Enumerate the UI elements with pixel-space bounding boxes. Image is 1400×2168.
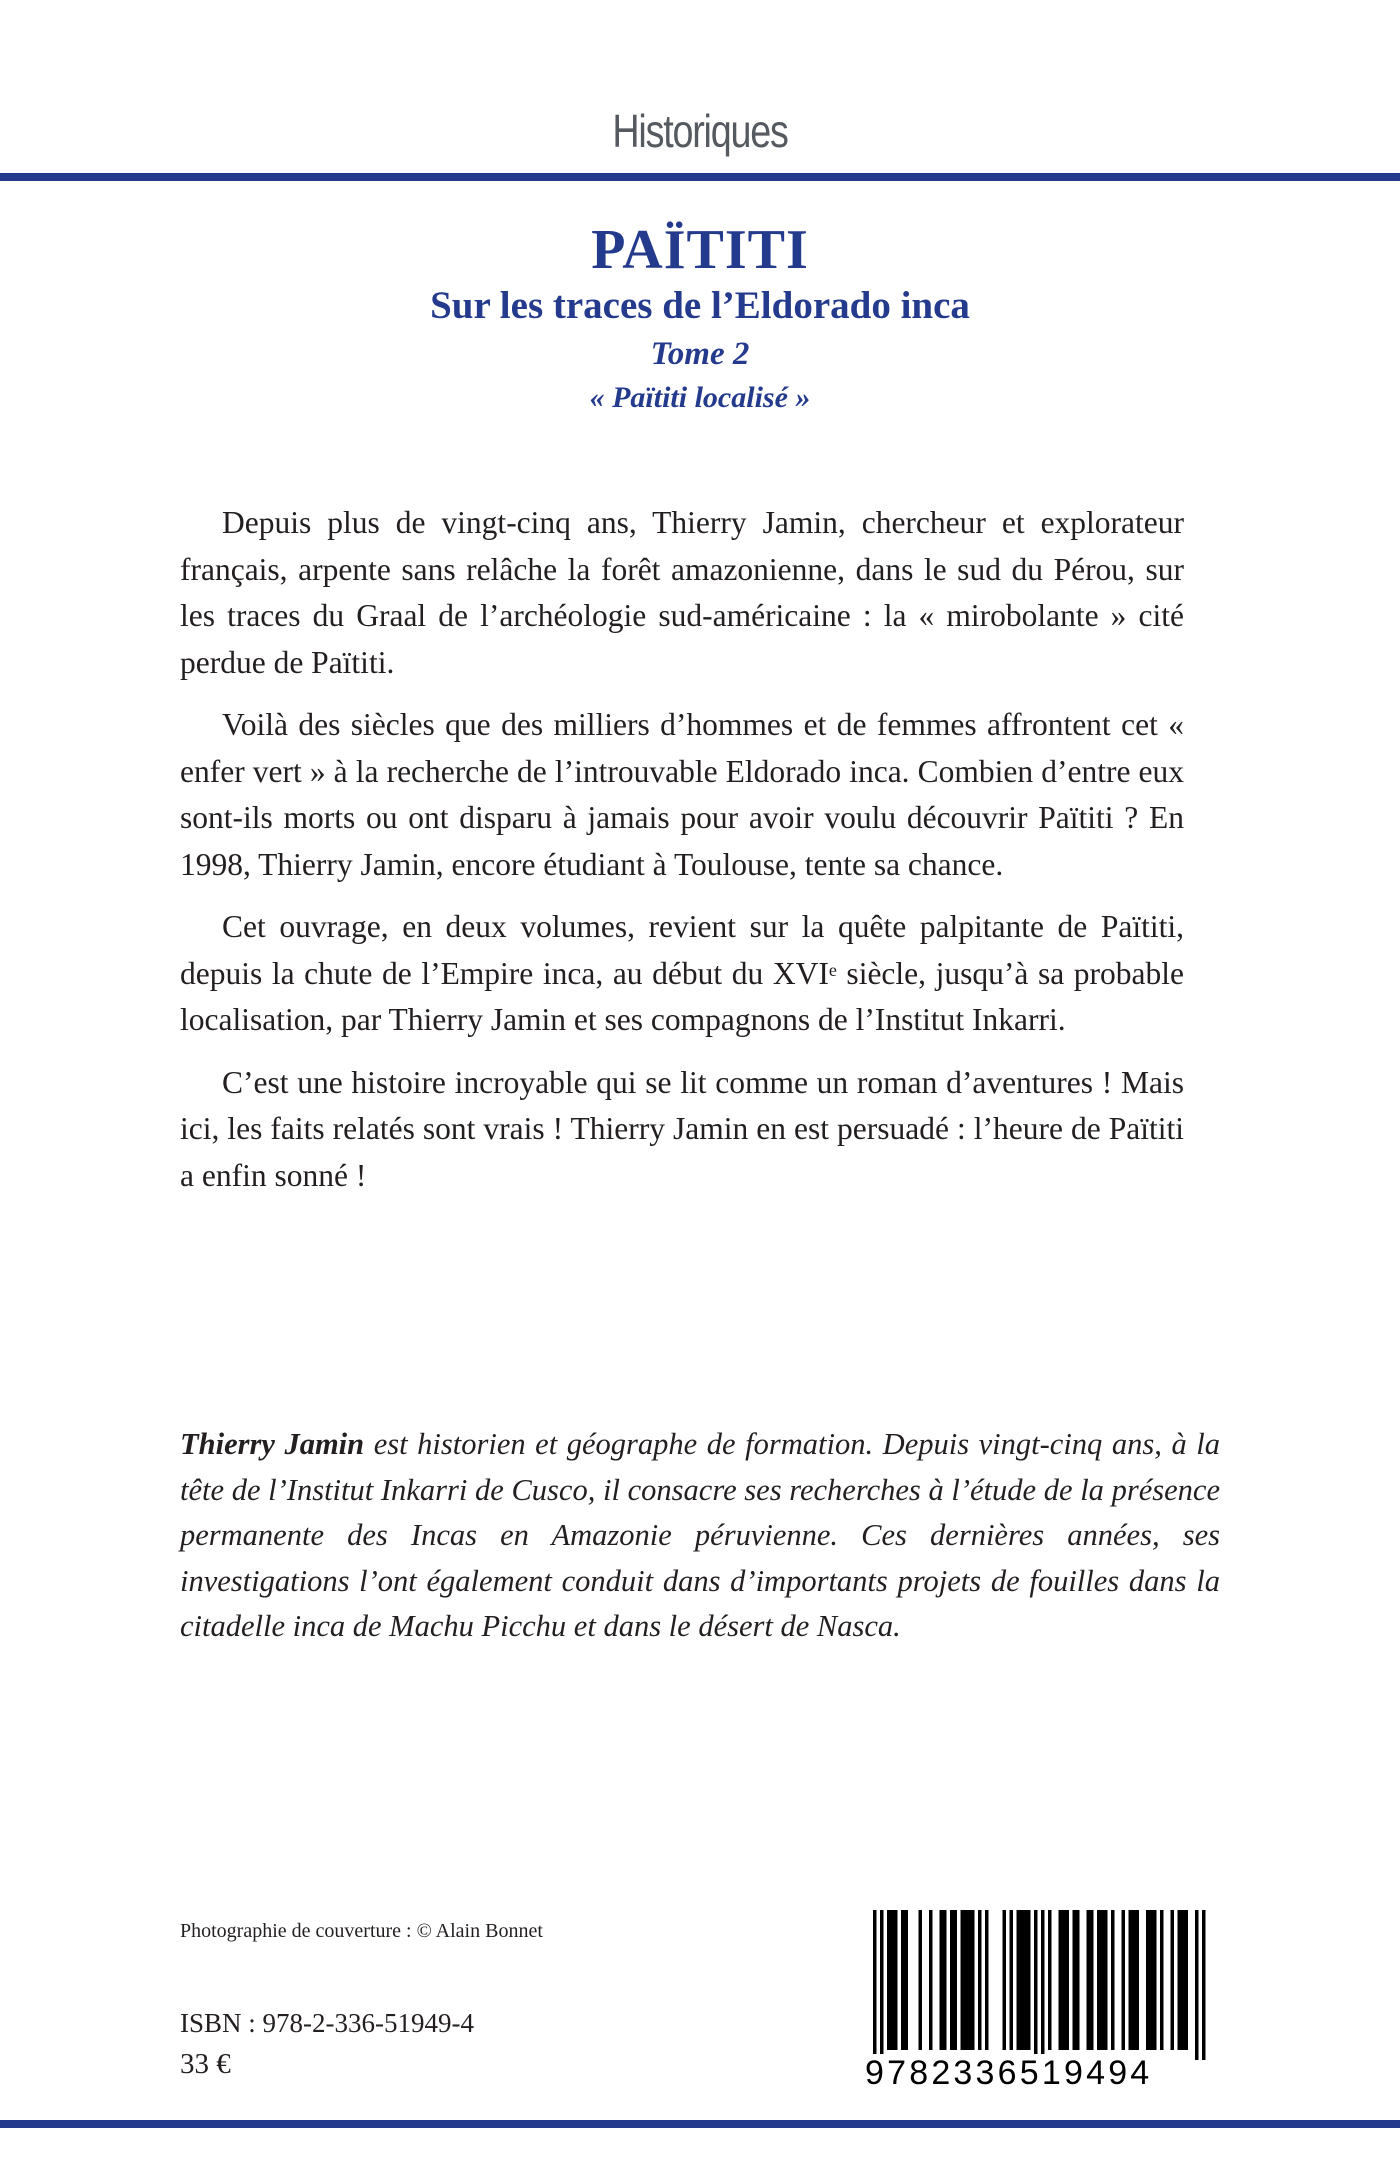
barcode-digits-text: 9782336519494 (865, 2054, 1153, 2092)
barcode-bar (968, 1910, 972, 2050)
barcode-bar (1062, 1910, 1066, 2050)
summary-paragraph-1: Depuis plus de vingt-cinq ans, Thierry Jamin, chercheur et explorateur français, arpente sans relâche la forêt amazonienne, dans le sud du Pérou, sur les traces du Graal de l’archéologie sud-américaine : la « mirobolante » cité perdue de Païtiti. (180, 505, 1184, 680)
series-name: Historiques (612, 105, 788, 157)
barcode-bar (1017, 1910, 1021, 2050)
summary-text (180, 500, 1184, 1215)
barcode-bar (943, 1910, 947, 2050)
summary-paragraph-2: Voilà des siècles que des milliers d’hommes et de femmes affrontent cet « enfer vert » à la recherche de l’introuvable Eldorado inca. Combien d’entre eux sont-ils morts ou ont disparu à jamais pour avoir voulu découvrir Païtiti ? En 1998, Thierry Jamin, encore étudiant à Toulouse, tente sa chance. (180, 707, 1184, 882)
barcode (865, 1910, 1220, 2095)
barcode-bar (1178, 1910, 1182, 2050)
barcode-bar (1024, 1910, 1028, 2050)
author-bio-text: est historien et géographe de formation. Depuis vingt-cinq ans, à la tête de l’Institut Inkarri de Cusco, il consacre ses recherches à l’étude de la présence permanente des Incas en Amazonie péruvienne. Ces dernières années, ses investigations l’ont également conduit dans d’importants projets de fouilles dans la citadelle inca de Machu Picchu et dans le désert de Nasca. (180, 1427, 1220, 1643)
isbn: ISBN : 978-2-336-51949-4 (180, 2008, 474, 2038)
title-block (0, 218, 1400, 420)
barcode-bar (901, 1910, 905, 2050)
summary-paragraph-3 (180, 904, 1184, 1044)
barcode-bar (1136, 1910, 1140, 2050)
barcode-bar (919, 1910, 923, 2050)
barcode-bar (1059, 1910, 1063, 2050)
barcode-bar (1122, 1910, 1126, 2050)
barcode-bar (985, 1910, 989, 2050)
barcode-bar (905, 1910, 909, 2050)
barcode-bar (964, 1910, 968, 2050)
author-bio (180, 1422, 1220, 1650)
barcode-bar (978, 1910, 982, 2050)
barcode-bar (1160, 1910, 1164, 2050)
price: 33 € (180, 2048, 231, 2080)
barcode-bar (891, 1910, 895, 2050)
barcode-bar (1041, 1910, 1045, 2060)
barcode-bar (940, 1910, 944, 2050)
barcode-bar (1111, 1910, 1115, 2050)
bottom-rule (0, 2120, 1400, 2128)
barcode-bar (873, 1910, 877, 2060)
century-superscript: e (828, 959, 837, 980)
tome-label: Tome 2 (650, 336, 750, 372)
book-title: PAÏTITI (591, 219, 809, 281)
barcode-bar (929, 1910, 933, 2050)
barcode-bar (1129, 1910, 1133, 2050)
barcode-bar (1181, 1910, 1185, 2050)
barcode-bar (1153, 1910, 1157, 2050)
photo-credit: Photographie de couverture : © Alain Bonnet (180, 1920, 543, 1942)
barcode-bar (1027, 1910, 1031, 2050)
barcode-bar (1146, 1910, 1150, 2050)
barcode-bar (894, 1910, 898, 2050)
barcode-bar (1104, 1910, 1108, 2050)
barcode-bar (1185, 1910, 1189, 2050)
summary-paragraph-4: C’est une histoire incroyable qui se lit comme un roman d’aventures ! Mais ici, les faits relatés sont vrais ! Thierry Jamin en est persuadé : l’heure de Païtiti a enfin sonné ! (180, 1064, 1184, 1193)
barcode-bar (1195, 1910, 1199, 2060)
barcode-bar (1003, 1910, 1007, 2050)
barcode-bar (954, 1910, 958, 2050)
barcode-digits (865, 2054, 1220, 2093)
volume-title: « Païtiti localisé » (589, 381, 811, 414)
barcode-bars (865, 1910, 1220, 2060)
barcode-bar (880, 1910, 884, 2060)
barcode-bar (1066, 1910, 1070, 2050)
barcode-bar (1010, 1910, 1014, 2050)
barcode-bar (1073, 1910, 1077, 2050)
barcode-bar (961, 1910, 965, 2050)
author-name: Thierry Jamin (180, 1427, 365, 1461)
barcode-bar (971, 1910, 975, 2050)
barcode-bar (1097, 1910, 1101, 2050)
barcode-bar (1020, 1910, 1024, 2050)
barcode-bar (1048, 1910, 1052, 2050)
barcode-bar (1101, 1910, 1105, 2050)
barcode-bar (950, 1910, 954, 2050)
barcode-bar (1087, 1910, 1091, 2050)
barcode-bar (1090, 1910, 1094, 2050)
barcode-bar (1132, 1910, 1136, 2050)
barcode-bar (1034, 1910, 1038, 2060)
barcode-bar (1076, 1910, 1080, 2050)
barcode-bar (887, 1910, 891, 2050)
book-subtitle: Sur les traces de l’Eldorado inca (430, 284, 970, 327)
barcode-bar (1171, 1910, 1175, 2050)
barcode-bar (1202, 1910, 1206, 2060)
barcode-bar (1150, 1910, 1154, 2050)
summary-paragraph-3-start: Cet ouvrage, en deux volumes, revient sur la quête palpitante de Païtiti, depuis la chute de l’Empire inca, au début du XVI (180, 909, 1184, 991)
top-rule (0, 173, 1400, 181)
summary-paragraph-3-end: siècle, jusqu’à sa probable localisation, par Thierry Jamin et ses compagnons de l’Institut Inkarri. (180, 955, 1184, 1037)
